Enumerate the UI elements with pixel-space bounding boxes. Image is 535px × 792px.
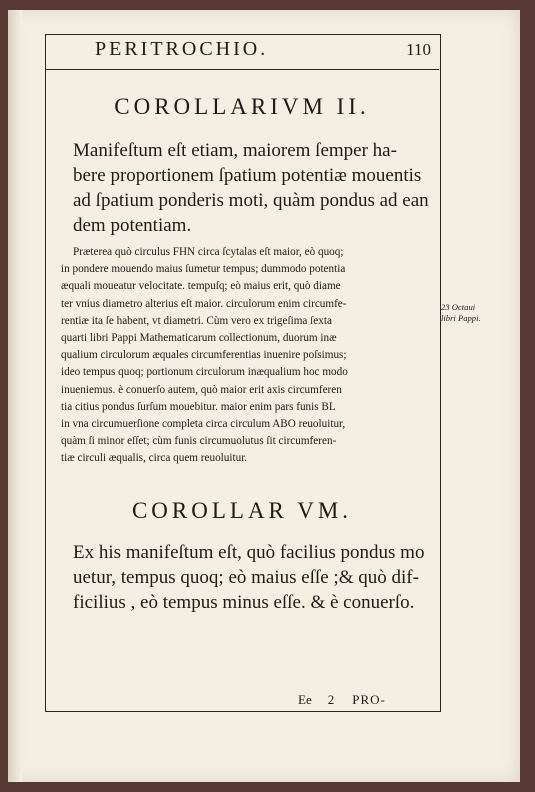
text-line: quarti libri Pappi Mathematicarum collectionum, duorum inæ bbox=[61, 332, 337, 345]
text-line: ideo tempus quoq; portionum circulorum inæqualium hoc modo bbox=[61, 366, 348, 379]
text-line: ad ſpatium ponderis moti, quàm pondus ad ean bbox=[73, 190, 429, 211]
text-line: Præterea quò circulus FHN circa ſcytalas eſt maior, eò quoq; bbox=[73, 246, 344, 258]
text-line: uetur, tempus quoq; eò maius eſſe ;& quò dif- bbox=[73, 567, 419, 588]
margin-note-line: 23 Octaui bbox=[441, 302, 476, 312]
running-head bbox=[45, 36, 439, 68]
text-line: tiæ circuli æqualis, circa quem reuoluitur. bbox=[61, 452, 248, 465]
book-page bbox=[8, 10, 520, 782]
text-line: rentiæ ita ſe habent, vt diametri. Cùm vero ex trigeſima ſexta bbox=[61, 314, 332, 327]
margin-note bbox=[441, 302, 501, 324]
text-line: æquali moueatur velocitate. tempuſq; eò maius erit, quò diame bbox=[61, 280, 341, 293]
header-rule bbox=[45, 69, 439, 70]
text-line: in vna circumuerſione completa circa circulum ABO reuoluitur, bbox=[61, 418, 346, 431]
page-number: 110 bbox=[406, 40, 431, 59]
corollary-text-2 bbox=[73, 540, 443, 615]
text-line: qualium circulorum æquales circumferentias inuenire poſsimus; bbox=[61, 349, 347, 362]
text-line: ficilius , eò tempus minus eſſe. & è conuerſo. bbox=[73, 592, 415, 613]
running-title: PERITROCHIO. bbox=[95, 38, 269, 60]
page-gutter bbox=[8, 10, 22, 782]
text-line: inueniemus. è conuerſo autem, quò maior erit axis circumferen bbox=[61, 383, 342, 396]
catchword: PRO- bbox=[352, 692, 386, 707]
signature-number: 2 bbox=[327, 692, 335, 707]
footer-catchline bbox=[298, 692, 386, 708]
margin-note-line: libri Pappi. bbox=[441, 313, 481, 323]
corollary-heading-2: COROLLAR VM. bbox=[131, 498, 353, 523]
text-line: bere proportionem ſpatium potentiæ mouentis bbox=[73, 165, 422, 186]
text-line: ter vnius diametro alterius eſt maior. circulorum enim circumfe- bbox=[61, 297, 347, 310]
text-line: tia citius pondus ſurſum mouebitur. maior enim pars funis BL bbox=[61, 400, 336, 413]
text-line: quàm ſi minor eſſet; cùm funis circumuolutus ſit circumferen- bbox=[61, 435, 337, 448]
corollary-heading-1: COROLLARIVM II. bbox=[114, 94, 370, 119]
text-line: Ex his manifeſtum eſt, quò facilius pondus mo bbox=[73, 542, 425, 563]
text-line: Manifeſtum eſt etiam, maiorem ſemper ha- bbox=[73, 140, 397, 161]
signature-mark: Ee bbox=[298, 692, 312, 707]
body-paragraph bbox=[61, 244, 437, 468]
text-line: dem potentiam. bbox=[73, 215, 192, 236]
text-line: in pondere mouendo maius ſumetur tempus; dummodo potentia bbox=[61, 263, 346, 276]
corollary-text-1 bbox=[73, 138, 443, 238]
